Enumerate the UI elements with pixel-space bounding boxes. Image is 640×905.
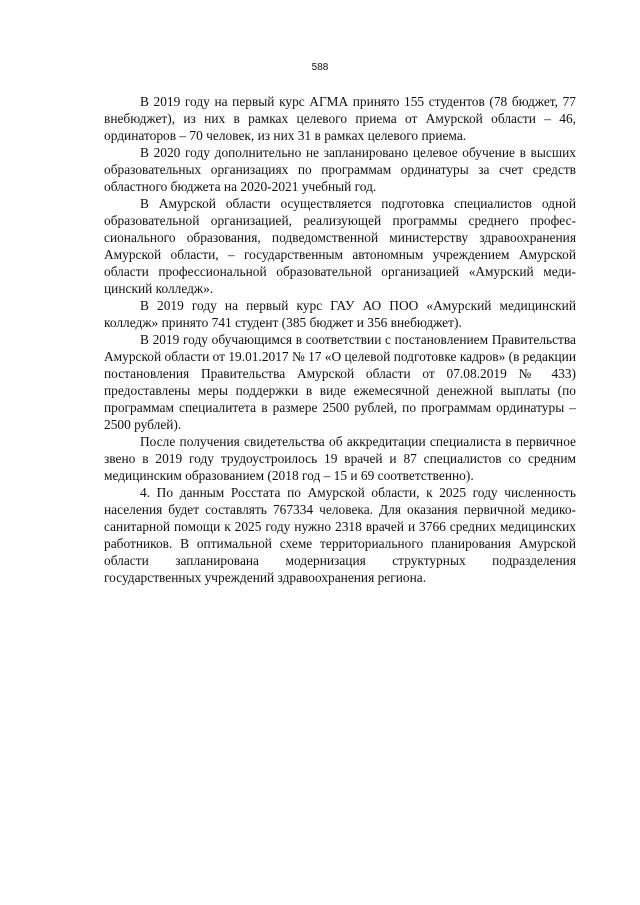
paragraph-employment: После получения свидетельства об аккредитации специалиста в первичное звено в 2019 году трудоустроилось 19 врачей и 87 специалистов со средним медицинским образованием (2018 год – 15 и 69 соответственно). [104, 434, 576, 483]
paragraph-2020-target-training: В 2020 году дополнительно не запланировано целевое обучение в высших образовательных организациях по программам ординатуры за счет средств областного бюджета на 2020-2021 учебный год. [104, 145, 576, 194]
paragraph-college-admission: В 2019 году на первый курс ГАУ АО ПОО «Амурский медицинский колледж» принято 741 студент (385 бюджет и 356 внебюджет). [104, 298, 576, 330]
paragraph-medical-college: В Амурской области осуществляется подготовка специалистов одной образовательной организацией, реализующей программы среднего профессионального образования, подведомственной министерству здравоохранения Амурской области, – государственным автономным учреждением Амурской области профессиональной образовательной организацией «Амурский медицинский колледж». [104, 196, 576, 296]
paragraph-agma-admission: В 2019 году на первый курс АГМА принято 155 студентов (78 бюджет, 77 внебюджет), из них в рамках целевого приема от Амурской области – 46, ординаторов – 70 человек, из них 31 в рамках целевого приема. [104, 94, 576, 143]
paragraph-support-measures: В 2019 году обучающимся в соответствии с постановлением Правительства Амурской области от 19.01.2017 № 17 «О целевой подготовке кадров» (в редакции постановления Правительства Амурской области от 07.08.2019 № 433) предоставлены меры поддержки в виде ежемесячной денежной выплаты (по программам специалитета в размере 2500 рублей, по программам ординатуры – 2500 рублей). [104, 332, 576, 432]
page-number: 588 [311, 62, 329, 73]
paragraph-rosstat-forecast: 4. По данным Росстата по Амурской области, к 2025 году численность населения будет составлять 767334 человека. Для оказания первичной медико-санитарной помощи к 2025 году нужно 2318 врачей и 3766 средних медицинских работников. В оптимальной схеме территориального планирования Амурской области запланирована модернизация структурных подразделения государственных учреждений здравоохранения региона. [104, 485, 576, 585]
document-body [104, 93, 576, 586]
